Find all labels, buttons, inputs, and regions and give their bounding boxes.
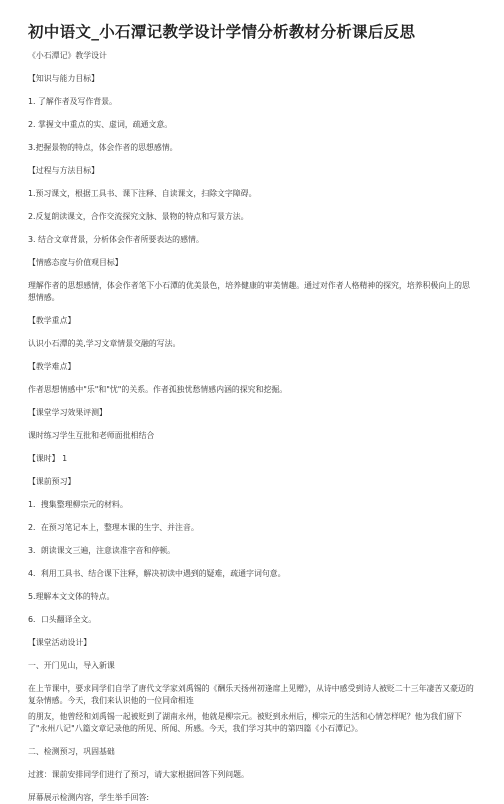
- text-line: 4．利用工具书、结合课下注释，解决初读中遇到的疑难，疏通字词句意。: [28, 569, 286, 578]
- section-heading: 【教学难点】: [28, 362, 76, 371]
- text-line: 5.理解本文文体的特点。: [28, 592, 115, 601]
- text-line: 作者思想情感中"乐"和"忧"的关系。作者孤独忧愁情感内涵的探究和挖掘。: [28, 385, 288, 394]
- text-line: 屏幕展示检测内容，学生举手回答:: [28, 793, 150, 802]
- text-line: 1. 了解作者及写作背景。: [28, 97, 117, 106]
- section-heading: 【情感态度与价值观目标】: [28, 258, 123, 267]
- paragraph: 理解作者的思想感情，体会作者笔下小石潭的优美景色，培养健康的审美情趣。通过对作者人格精神的探究，培养积极向上的思想情感。: [28, 281, 470, 302]
- text-line: 认识小石潭的美,学习文章情景交融的写法。: [28, 339, 181, 348]
- text-line: 2．在预习笔记本上，整理本课的生字、并注音。: [28, 523, 199, 532]
- text-line: 过渡：课前安排同学们进行了预习，请大家根据回答下列问题。: [28, 770, 249, 779]
- text-line: 2.反复朗读课文，合作交流探究文脉、景物的特点和写景方法。: [28, 212, 249, 221]
- text-line: 1．搜集整理柳宗元的材料。: [28, 500, 128, 509]
- section-heading: 【课时】 1: [28, 454, 68, 463]
- text-line: 二、检测预习，巩固基础: [28, 747, 115, 756]
- paragraph: 在上节课中，要求同学们自学了唐代文学家刘禹锡的《酬乐天扬州初逢席上见赠》，从诗中感受到诗人被贬二十三年凄苦又豪迈的复杂情感。今天，我们来认识他的一位同命相连: [28, 684, 474, 705]
- text-line: 一、开门见山，导入新课: [28, 661, 115, 670]
- text-line: 课时练习学生互批和老师面批相结合: [28, 431, 155, 440]
- section-heading: 【过程与方法目标】: [28, 166, 100, 175]
- section-heading: 【课堂活动设计】: [28, 638, 92, 647]
- doc-subtitle: 《小石潭记》教学设计: [28, 51, 107, 60]
- text-line: 6．口头翻译全文。: [28, 615, 97, 624]
- section-heading: 【课堂学习效果评测】: [28, 408, 107, 417]
- section-heading: 【教学重点】: [28, 316, 76, 325]
- text-line: 1.预习课文，根据工具书、课下注释、自读课文，扫除文字障碍。: [28, 189, 257, 198]
- section-heading: 【课前预习】: [28, 477, 76, 486]
- text-line: 3.把握景物的特点，体会作者的思想感情。: [28, 143, 178, 152]
- page-title: 初中语文_小石潭记教学设计学情分析教材分析课后反思: [28, 23, 416, 41]
- text-line: 3．朗读课文三遍，注意读准字音和停顿。: [28, 546, 176, 555]
- section-heading: 【知识与能力目标】: [28, 74, 100, 83]
- text-line: 3. 结合文章背景，分析体会作者所要表达的感情。: [28, 235, 204, 244]
- paragraph: 的朋友，他曾经和刘禹锡一起被贬到了湖南永州，他就是柳宗元。被贬到永州后，柳宗元的生活和心情怎样呢？他为我们留下了"永州八记"八篇文章记录他的所见、所闻、所感。今天，我们学习其中的第四篇《小石潭记》。: [28, 712, 462, 733]
- text-line: 2. 掌握文中重点的实、虚词，疏通文意。: [28, 120, 173, 129]
